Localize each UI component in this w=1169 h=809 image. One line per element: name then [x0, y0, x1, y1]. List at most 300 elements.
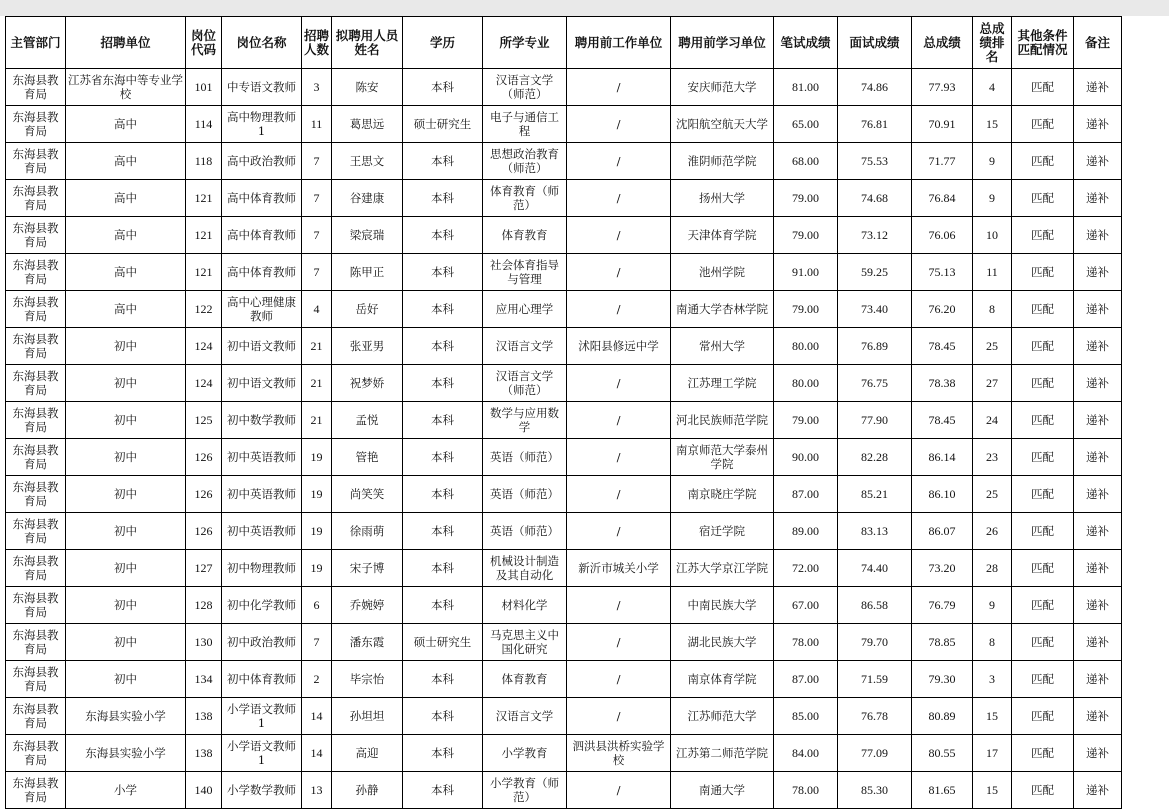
- table-cell: 本科: [403, 328, 483, 365]
- table-cell: 东海县实验小学: [66, 698, 186, 735]
- table-cell: 小学语文教师1: [222, 698, 302, 735]
- table-cell: 思想政治教育（师范）: [483, 143, 567, 180]
- table-cell: 谷建康: [332, 180, 403, 217]
- table-cell: 128: [186, 587, 222, 624]
- table-cell: 东海县教育局: [6, 402, 66, 439]
- table-cell: 机械设计制造及其自动化: [483, 550, 567, 587]
- table-cell: 匹配: [1012, 587, 1074, 624]
- column-header: 学历: [403, 17, 483, 69]
- table-cell: 77.90: [838, 402, 912, 439]
- table-cell: 79.00: [774, 402, 838, 439]
- table-cell: 递补: [1074, 550, 1122, 587]
- table-cell: 本科: [403, 698, 483, 735]
- table-cell: 东海县教育局: [6, 550, 66, 587]
- table-cell: 79.00: [774, 291, 838, 328]
- table-cell: 68.00: [774, 143, 838, 180]
- table-row: [6, 402, 1122, 439]
- table-cell: 小学数学教师: [222, 772, 302, 809]
- table-cell: 24: [973, 402, 1012, 439]
- table-cell: 本科: [403, 217, 483, 254]
- table-cell: 电子与通信工程: [483, 106, 567, 143]
- table-row: [6, 365, 1122, 402]
- table-cell: 数学与应用数学: [483, 402, 567, 439]
- table-cell: /: [567, 772, 671, 809]
- column-header: 备注: [1074, 17, 1122, 69]
- table-cell: 初中政治教师: [222, 624, 302, 661]
- table-cell: 78.45: [912, 402, 973, 439]
- table-cell: 9: [973, 143, 1012, 180]
- table-cell: 东海县教育局: [6, 624, 66, 661]
- table-cell: 4: [302, 291, 332, 328]
- table-cell: 湖北民族大学: [671, 624, 774, 661]
- table-cell: 15: [973, 772, 1012, 809]
- table-cell: 新沂市城关小学: [567, 550, 671, 587]
- table-cell: 118: [186, 143, 222, 180]
- table-cell: 79.00: [774, 180, 838, 217]
- table-cell: 19: [302, 513, 332, 550]
- table-cell: 91.00: [774, 254, 838, 291]
- table-cell: 86.58: [838, 587, 912, 624]
- table-cell: 74.68: [838, 180, 912, 217]
- table-cell: 江苏大学京江学院: [671, 550, 774, 587]
- table-cell: 孟悦: [332, 402, 403, 439]
- table-cell: 125: [186, 402, 222, 439]
- table-cell: /: [567, 143, 671, 180]
- table-cell: 常州大学: [671, 328, 774, 365]
- table-cell: 76.79: [912, 587, 973, 624]
- table-cell: 初中语文教师: [222, 328, 302, 365]
- table-cell: 121: [186, 254, 222, 291]
- table-cell: 匹配: [1012, 661, 1074, 698]
- table-cell: 尚笑笑: [332, 476, 403, 513]
- table-row: [6, 69, 1122, 106]
- table-cell: 递补: [1074, 180, 1122, 217]
- table-cell: 75.13: [912, 254, 973, 291]
- table-cell: 本科: [403, 550, 483, 587]
- table-cell: /: [567, 661, 671, 698]
- table-row: [6, 513, 1122, 550]
- table-cell: 82.28: [838, 439, 912, 476]
- table-row: [6, 772, 1122, 809]
- table-cell: 汉语言文学: [483, 328, 567, 365]
- table-cell: 初中: [66, 513, 186, 550]
- table-cell: 高中体育教师: [222, 180, 302, 217]
- table-cell: 南通大学: [671, 772, 774, 809]
- table-cell: 初中: [66, 661, 186, 698]
- table-cell: 71.59: [838, 661, 912, 698]
- table-cell: 宿迁学院: [671, 513, 774, 550]
- table-cell: 递补: [1074, 772, 1122, 809]
- table-cell: 80.00: [774, 365, 838, 402]
- table-cell: 14: [302, 735, 332, 772]
- table-cell: 递补: [1074, 661, 1122, 698]
- table-cell: 27: [973, 365, 1012, 402]
- table-cell: 本科: [403, 587, 483, 624]
- table-cell: 81.65: [912, 772, 973, 809]
- table-cell: 79.30: [912, 661, 973, 698]
- table-cell: 递补: [1074, 439, 1122, 476]
- table-cell: 应用心理学: [483, 291, 567, 328]
- column-header: 招聘单位: [66, 17, 186, 69]
- table-cell: 扬州大学: [671, 180, 774, 217]
- table-cell: 高中: [66, 254, 186, 291]
- table-cell: 77.09: [838, 735, 912, 772]
- table-cell: 梁宸瑞: [332, 217, 403, 254]
- table-cell: 85.00: [774, 698, 838, 735]
- table-cell: 东海县教育局: [6, 328, 66, 365]
- column-header: 聘用前学习单位: [671, 17, 774, 69]
- table-cell: 小学教育（师范）: [483, 772, 567, 809]
- table-cell: 138: [186, 698, 222, 735]
- table-row: [6, 180, 1122, 217]
- table-cell: 体育教育: [483, 661, 567, 698]
- table-cell: 高中: [66, 106, 186, 143]
- table-cell: 80.55: [912, 735, 973, 772]
- table-cell: 岳好: [332, 291, 403, 328]
- table-cell: 张亚男: [332, 328, 403, 365]
- table-cell: 79.00: [774, 217, 838, 254]
- table-cell: 东海县教育局: [6, 106, 66, 143]
- table-cell: 潘东霞: [332, 624, 403, 661]
- table-cell: 77.93: [912, 69, 973, 106]
- table-cell: 高中: [66, 180, 186, 217]
- table-cell: 匹配: [1012, 106, 1074, 143]
- table-cell: 东海县教育局: [6, 587, 66, 624]
- table-cell: 114: [186, 106, 222, 143]
- table-cell: 74.86: [838, 69, 912, 106]
- table-cell: 初中: [66, 402, 186, 439]
- table-cell: 89.00: [774, 513, 838, 550]
- table-cell: 11: [973, 254, 1012, 291]
- table-cell: 126: [186, 439, 222, 476]
- table-row: [6, 328, 1122, 365]
- table-cell: 25: [973, 328, 1012, 365]
- table-cell: 匹配: [1012, 550, 1074, 587]
- table-cell: 78.00: [774, 772, 838, 809]
- table-cell: 134: [186, 661, 222, 698]
- table-cell: 90.00: [774, 439, 838, 476]
- table-cell: 南通大学杏林学院: [671, 291, 774, 328]
- table-cell: 沈阳航空航天大学: [671, 106, 774, 143]
- table-cell: 宋子博: [332, 550, 403, 587]
- table-cell: 83.13: [838, 513, 912, 550]
- table-cell: 汉语言文学（师范）: [483, 365, 567, 402]
- table-cell: /: [567, 291, 671, 328]
- table-cell: 3: [973, 661, 1012, 698]
- table-cell: 本科: [403, 772, 483, 809]
- table-cell: 匹配: [1012, 328, 1074, 365]
- table-cell: 78.85: [912, 624, 973, 661]
- table-cell: 淮阴师范学院: [671, 143, 774, 180]
- table-cell: 高中体育教师: [222, 217, 302, 254]
- column-header: 所学专业: [483, 17, 567, 69]
- table-cell: 递补: [1074, 143, 1122, 180]
- table-cell: 126: [186, 476, 222, 513]
- table-cell: 递补: [1074, 735, 1122, 772]
- table-cell: 硕士研究生: [403, 624, 483, 661]
- table-cell: 10: [973, 217, 1012, 254]
- table-cell: 65.00: [774, 106, 838, 143]
- table-cell: 泗洪县洪桥实验学校: [567, 735, 671, 772]
- table-cell: 8: [973, 624, 1012, 661]
- table-cell: 沭阳县修远中学: [567, 328, 671, 365]
- table-cell: 11: [302, 106, 332, 143]
- table-cell: 体育教育: [483, 217, 567, 254]
- table-cell: 76.84: [912, 180, 973, 217]
- table-cell: 初中物理教师: [222, 550, 302, 587]
- table-cell: 86.07: [912, 513, 973, 550]
- table-cell: /: [567, 698, 671, 735]
- table-cell: /: [567, 476, 671, 513]
- table-cell: 池州学院: [671, 254, 774, 291]
- column-header: 面试成绩: [838, 17, 912, 69]
- table-cell: 匹配: [1012, 624, 1074, 661]
- table-cell: 英语（师范）: [483, 513, 567, 550]
- table-cell: 140: [186, 772, 222, 809]
- table-cell: 138: [186, 735, 222, 772]
- table-cell: 匹配: [1012, 143, 1074, 180]
- table-cell: 本科: [403, 735, 483, 772]
- table-cell: 初中英语教师: [222, 476, 302, 513]
- table-cell: 127: [186, 550, 222, 587]
- table-cell: /: [567, 439, 671, 476]
- table-cell: /: [567, 513, 671, 550]
- table-cell: 高中物理教师1: [222, 106, 302, 143]
- table-cell: 80.89: [912, 698, 973, 735]
- table-cell: 81.00: [774, 69, 838, 106]
- table-cell: 76.78: [838, 698, 912, 735]
- table-cell: 体育教育（师范）: [483, 180, 567, 217]
- table-cell: 85.21: [838, 476, 912, 513]
- column-header: 拟聘用人员姓名: [332, 17, 403, 69]
- table-cell: /: [567, 587, 671, 624]
- table-cell: 7: [302, 624, 332, 661]
- table-cell: 130: [186, 624, 222, 661]
- table-cell: 陈安: [332, 69, 403, 106]
- table-cell: 河北民族师范学院: [671, 402, 774, 439]
- document-page: [5, 16, 1122, 809]
- column-header: 岗位名称: [222, 17, 302, 69]
- table-cell: 79.70: [838, 624, 912, 661]
- table-cell: 86.14: [912, 439, 973, 476]
- table-cell: 匹配: [1012, 217, 1074, 254]
- table-cell: 84.00: [774, 735, 838, 772]
- column-header: 招聘人数: [302, 17, 332, 69]
- table-cell: 小学: [66, 772, 186, 809]
- table-cell: 6: [302, 587, 332, 624]
- column-header: 其他条件匹配情况: [1012, 17, 1074, 69]
- table-cell: /: [567, 402, 671, 439]
- table-cell: 东海县实验小学: [66, 735, 186, 772]
- table-cell: 本科: [403, 143, 483, 180]
- table-row: [6, 698, 1122, 735]
- table-cell: 东海县教育局: [6, 365, 66, 402]
- table-cell: 递补: [1074, 365, 1122, 402]
- table-cell: 东海县教育局: [6, 439, 66, 476]
- table-cell: 匹配: [1012, 698, 1074, 735]
- table-cell: 初中: [66, 439, 186, 476]
- table-cell: 南京晓庄学院: [671, 476, 774, 513]
- table-cell: 初中: [66, 624, 186, 661]
- table-cell: 中南民族大学: [671, 587, 774, 624]
- table-cell: 85.30: [838, 772, 912, 809]
- table-cell: 19: [302, 476, 332, 513]
- table-cell: 小学教育: [483, 735, 567, 772]
- table-cell: 递补: [1074, 254, 1122, 291]
- table-cell: 初中语文教师: [222, 365, 302, 402]
- table-cell: 递补: [1074, 698, 1122, 735]
- table-cell: 汉语言文学（师范）: [483, 69, 567, 106]
- table-cell: 递补: [1074, 106, 1122, 143]
- table-cell: 75.53: [838, 143, 912, 180]
- table-cell: /: [567, 624, 671, 661]
- table-cell: /: [567, 365, 671, 402]
- table-cell: 7: [302, 143, 332, 180]
- table-cell: 高中政治教师: [222, 143, 302, 180]
- table-row: [6, 143, 1122, 180]
- recruitment-table: [5, 16, 1122, 809]
- table-cell: 初中: [66, 476, 186, 513]
- table-cell: 9: [973, 180, 1012, 217]
- table-cell: 本科: [403, 513, 483, 550]
- table-cell: 马克思主义中国化研究: [483, 624, 567, 661]
- column-header: 总成绩: [912, 17, 973, 69]
- table-cell: 8: [973, 291, 1012, 328]
- table-cell: 南京体育学院: [671, 661, 774, 698]
- table-cell: 19: [302, 550, 332, 587]
- table-cell: 7: [302, 217, 332, 254]
- table-cell: 本科: [403, 661, 483, 698]
- table-cell: 2: [302, 661, 332, 698]
- table-cell: 101: [186, 69, 222, 106]
- table-cell: 乔婉婷: [332, 587, 403, 624]
- table-cell: 76.81: [838, 106, 912, 143]
- table-cell: 初中: [66, 328, 186, 365]
- table-cell: /: [567, 180, 671, 217]
- table-cell: /: [567, 217, 671, 254]
- table-cell: 江苏理工学院: [671, 365, 774, 402]
- table-cell: 26: [973, 513, 1012, 550]
- table-row: [6, 661, 1122, 698]
- table-cell: 15: [973, 106, 1012, 143]
- table-cell: 匹配: [1012, 735, 1074, 772]
- table-cell: 匹配: [1012, 476, 1074, 513]
- table-cell: 高中体育教师: [222, 254, 302, 291]
- table-cell: 东海县教育局: [6, 772, 66, 809]
- table-cell: 天津体育学院: [671, 217, 774, 254]
- table-cell: /: [567, 254, 671, 291]
- table-cell: 本科: [403, 365, 483, 402]
- table-cell: 高中: [66, 217, 186, 254]
- table-cell: 122: [186, 291, 222, 328]
- table-cell: /: [567, 106, 671, 143]
- table-cell: 7: [302, 180, 332, 217]
- table-cell: 高中心理健康教师: [222, 291, 302, 328]
- table-cell: 本科: [403, 402, 483, 439]
- table-cell: 126: [186, 513, 222, 550]
- table-cell: 东海县教育局: [6, 476, 66, 513]
- table-cell: 本科: [403, 291, 483, 328]
- table-cell: 14: [302, 698, 332, 735]
- table-cell: 21: [302, 328, 332, 365]
- table-cell: 递补: [1074, 291, 1122, 328]
- table-cell: 陈甲正: [332, 254, 403, 291]
- top-strip: [0, 0, 1169, 16]
- table-cell: 121: [186, 180, 222, 217]
- table-cell: 初中: [66, 587, 186, 624]
- table-cell: 匹配: [1012, 365, 1074, 402]
- table-cell: 78.38: [912, 365, 973, 402]
- table-cell: 4: [973, 69, 1012, 106]
- table-cell: 71.77: [912, 143, 973, 180]
- column-header: 岗位代码: [186, 17, 222, 69]
- table-cell: 匹配: [1012, 291, 1074, 328]
- table-cell: 本科: [403, 476, 483, 513]
- table-cell: 徐雨萌: [332, 513, 403, 550]
- table-cell: 毕宗怡: [332, 661, 403, 698]
- table-cell: 匹配: [1012, 402, 1074, 439]
- table-row: [6, 587, 1122, 624]
- table-cell: 递补: [1074, 217, 1122, 254]
- table-cell: 初中英语教师: [222, 513, 302, 550]
- table-cell: 78.45: [912, 328, 973, 365]
- table-cell: 江苏省东海中等专业学校: [66, 69, 186, 106]
- table-cell: 76.20: [912, 291, 973, 328]
- table-cell: 高中: [66, 291, 186, 328]
- table-cell: 东海县教育局: [6, 735, 66, 772]
- table-cell: 东海县教育局: [6, 698, 66, 735]
- table-cell: 本科: [403, 69, 483, 106]
- table-cell: 15: [973, 698, 1012, 735]
- table-row: [6, 291, 1122, 328]
- table-cell: 东海县教育局: [6, 143, 66, 180]
- table-cell: 76.06: [912, 217, 973, 254]
- table-cell: 汉语言文学: [483, 698, 567, 735]
- table-cell: 江苏师范大学: [671, 698, 774, 735]
- table-row: [6, 254, 1122, 291]
- table-cell: 东海县教育局: [6, 513, 66, 550]
- table-cell: 递补: [1074, 624, 1122, 661]
- table-cell: 73.40: [838, 291, 912, 328]
- table-cell: 递补: [1074, 476, 1122, 513]
- column-header: 总成绩排名: [973, 17, 1012, 69]
- table-cell: 祝梦娇: [332, 365, 403, 402]
- table-cell: 25: [973, 476, 1012, 513]
- table-row: [6, 476, 1122, 513]
- table-cell: 匹配: [1012, 439, 1074, 476]
- table-cell: 59.25: [838, 254, 912, 291]
- column-header: 聘用前工作单位: [567, 17, 671, 69]
- table-cell: 递补: [1074, 587, 1122, 624]
- table-cell: 孙坦坦: [332, 698, 403, 735]
- table-cell: 小学语文教师1: [222, 735, 302, 772]
- table-cell: 21: [302, 402, 332, 439]
- table-cell: 安庆师范大学: [671, 69, 774, 106]
- table-cell: 本科: [403, 180, 483, 217]
- table-cell: 72.00: [774, 550, 838, 587]
- table-cell: 初中化学教师: [222, 587, 302, 624]
- column-header: 主管部门: [6, 17, 66, 69]
- table-cell: 东海县教育局: [6, 291, 66, 328]
- table-cell: 67.00: [774, 587, 838, 624]
- column-header: 笔试成绩: [774, 17, 838, 69]
- table-cell: 76.89: [838, 328, 912, 365]
- table-cell: 9: [973, 587, 1012, 624]
- table-cell: 南京师范大学泰州学院: [671, 439, 774, 476]
- table-cell: 初中: [66, 550, 186, 587]
- table-cell: 初中: [66, 365, 186, 402]
- table-row: [6, 735, 1122, 772]
